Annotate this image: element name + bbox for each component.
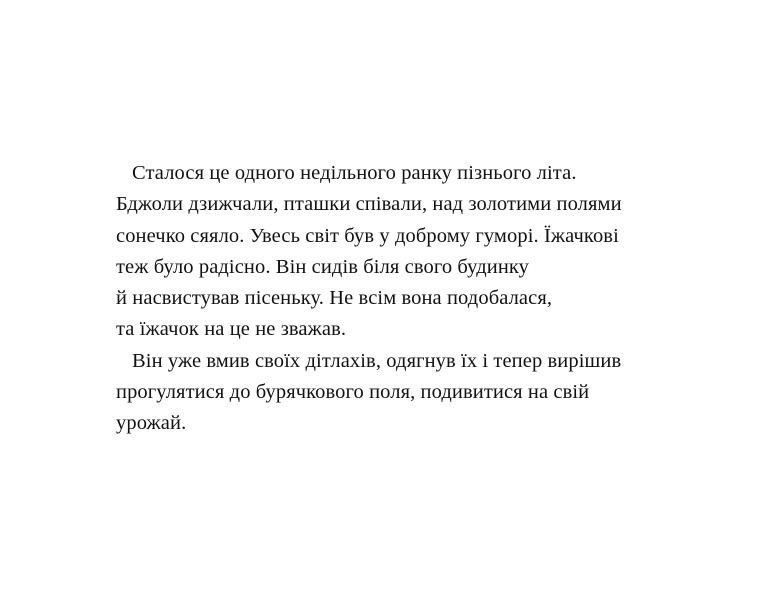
paragraph-1-line-6: та їжачок на це не зважав. bbox=[116, 318, 347, 341]
paragraph-2-line-3: урожай. bbox=[116, 412, 187, 435]
paragraph-1-line-3: сонечко сяяло. Увесь світ був у доброму гуморі. Їжачкові bbox=[116, 224, 619, 247]
paragraph-1-line-4: теж було радісно. Він сидів біля свого будинку bbox=[116, 255, 530, 278]
paragraph-1-line-1: Сталося це одного недільного ранку пізнього літа. bbox=[132, 162, 577, 184]
paragraph-1-line-5: й насвистував пісеньку. Не всім вона подобалася, bbox=[116, 287, 553, 310]
paragraph-2-line-2: прогулятися до бурячкового поля, подивитися на свій bbox=[116, 381, 590, 404]
paragraph-2-line-1: Він уже вмив своїх дітлахів, одягнув їх і тепер вирішив bbox=[132, 349, 622, 372]
paragraph-1-line-2: Бджоли дзижчали, пташки співали, над золотими полями bbox=[116, 193, 622, 216]
story-text bbox=[116, 158, 676, 440]
